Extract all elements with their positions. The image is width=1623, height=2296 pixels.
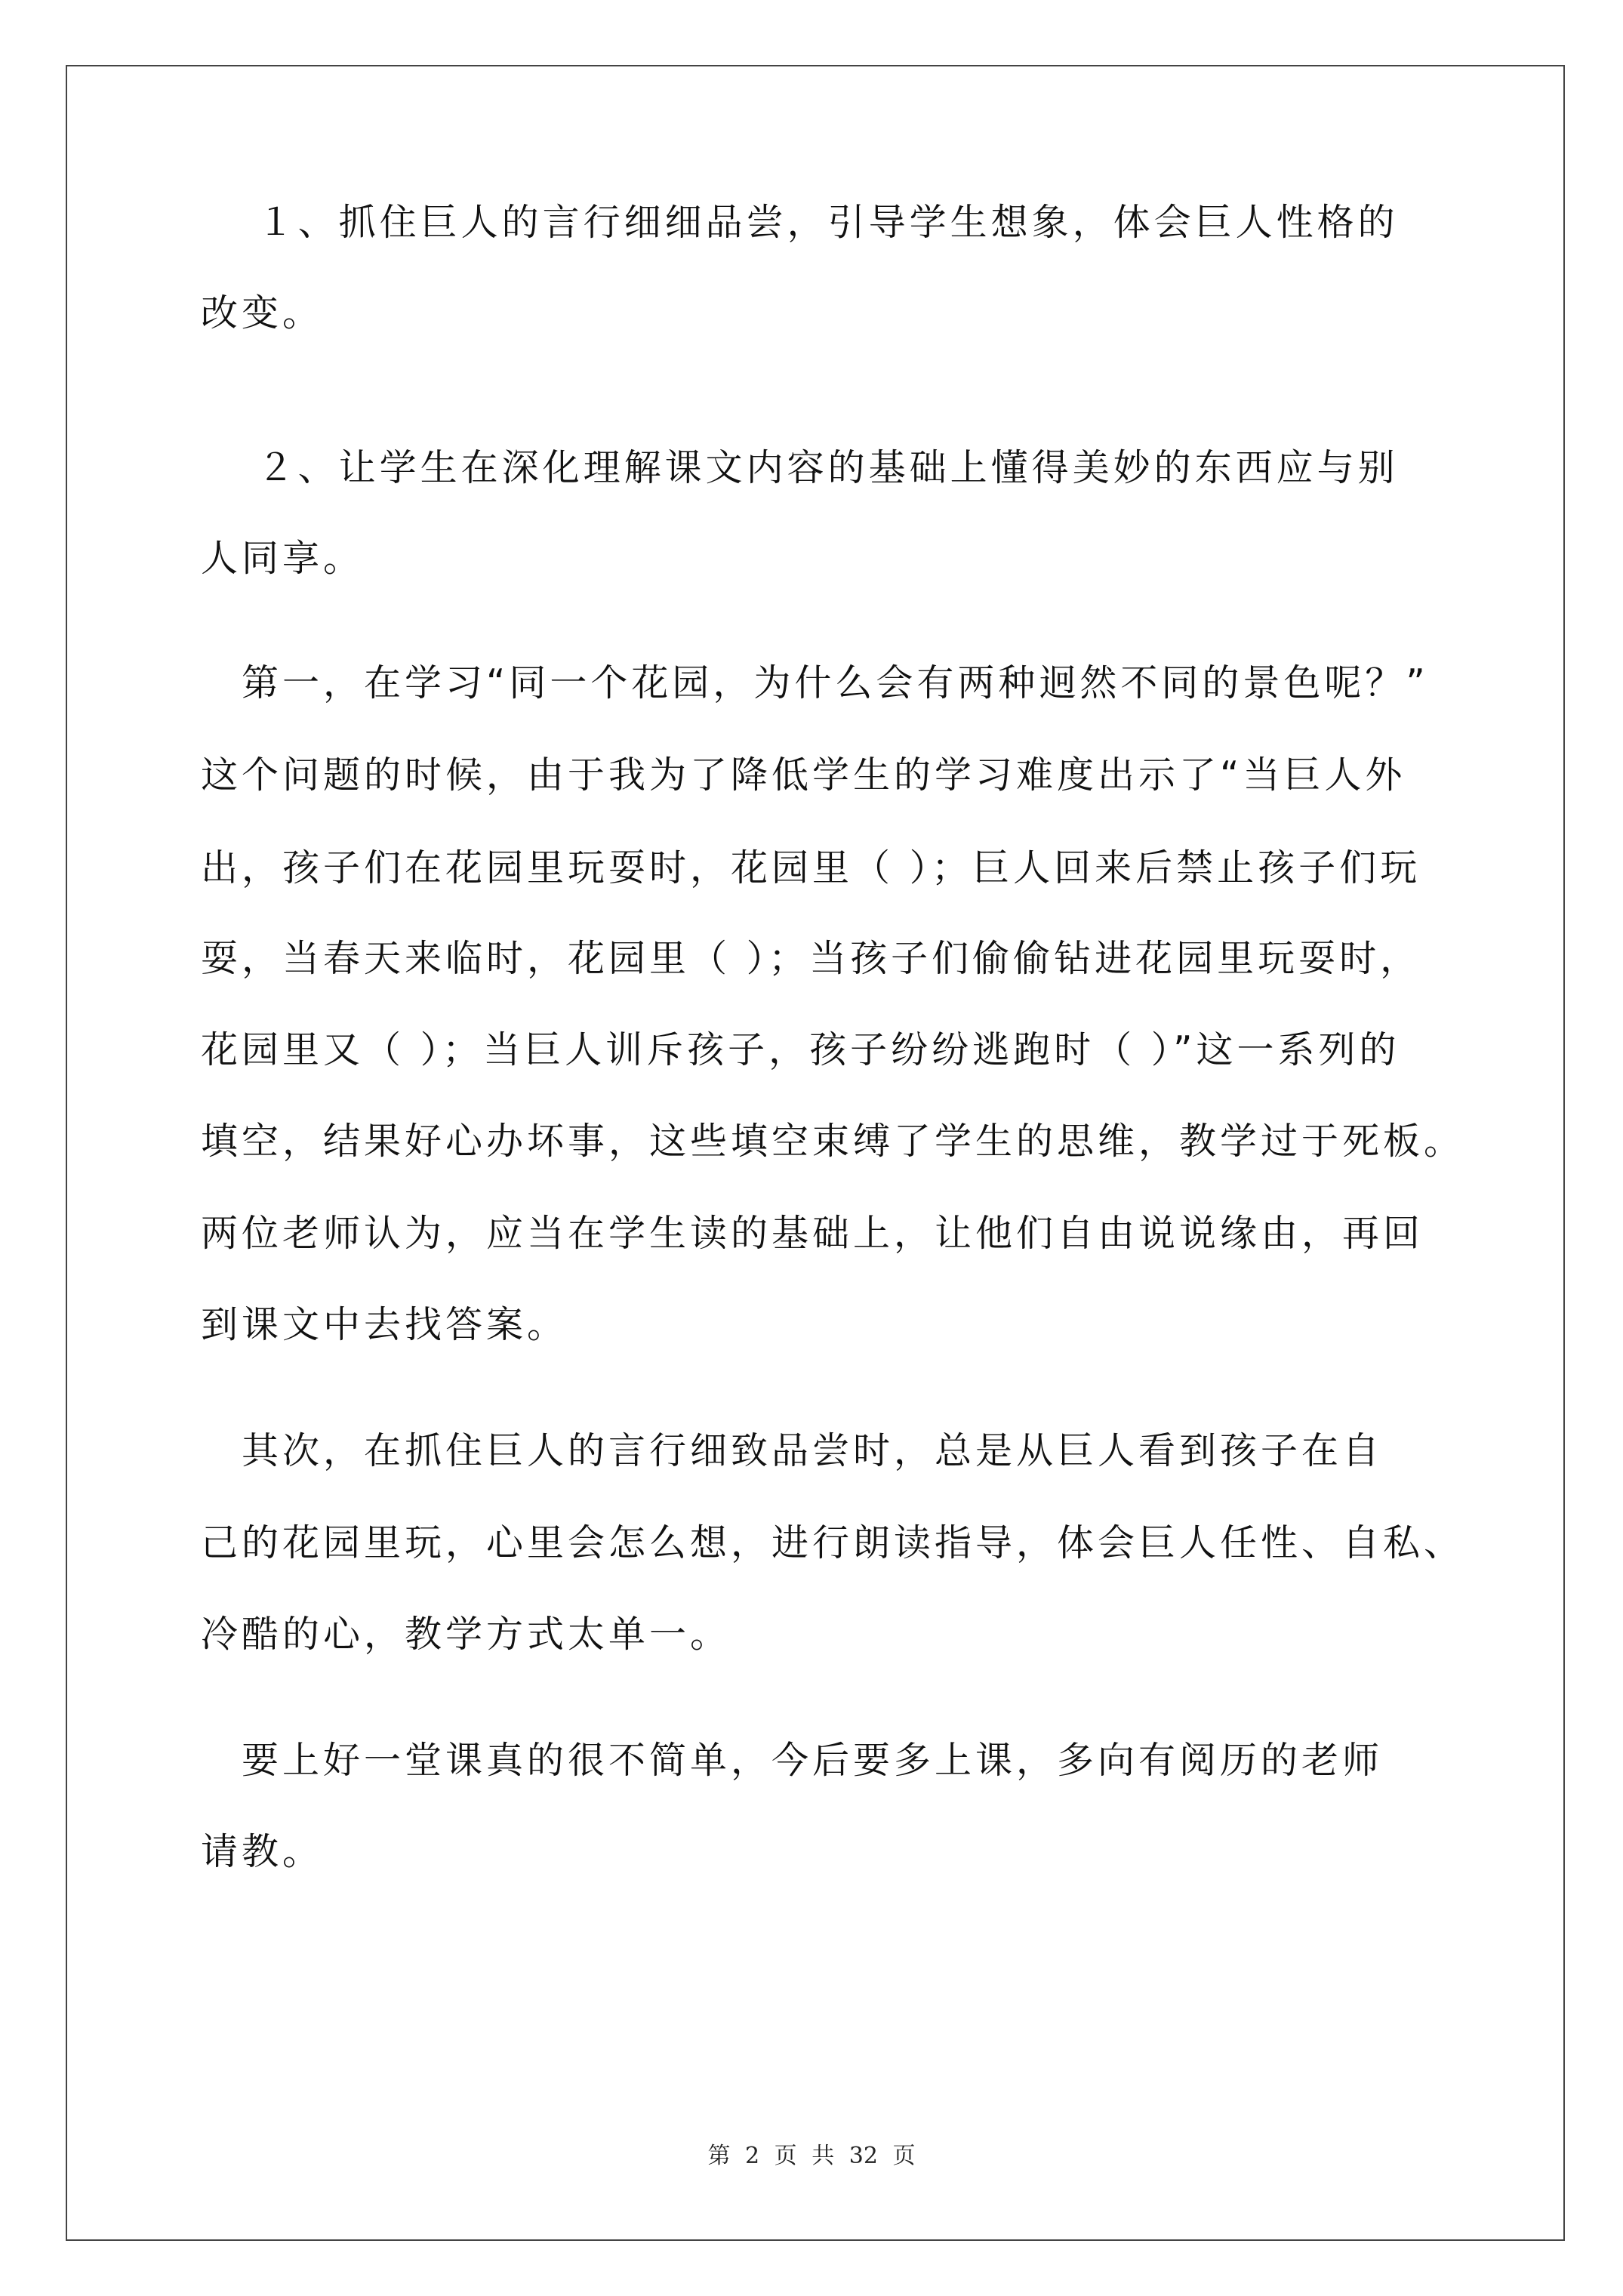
- text-line: 其次，在抓住巨人的言行细致品尝时，总是从巨人看到孩子在自: [201, 1429, 1384, 1472]
- page-number-footer: 第 2 页 共 32 页: [707, 2143, 916, 2169]
- text-line: 请教。: [201, 1830, 324, 1873]
- text-line: 花园里又（ ）；当巨人训斥孩子，孩子纷纷逃跑时（ ）”这一系列的: [201, 1028, 1400, 1071]
- text-line: １、抓住巨人的言行细细品尝，引导学生想象，体会巨人性格的: [201, 201, 1399, 244]
- text-line: 到课文中去找答案。: [201, 1303, 568, 1346]
- text-line: 耍，当春天来临时，花园里（ ）；当孩子们偷偷钻进花园里玩耍时，: [201, 937, 1421, 980]
- text-line: 人同享。: [201, 537, 365, 580]
- text-line: 己的花园里玩，心里会怎么想，进行朗读指导，体会巨人任性、自私、: [201, 1521, 1465, 1564]
- text-line: 改变。: [201, 291, 324, 334]
- text-line: 要上好一堂课真的很不简单，今后要多上课，多向有阅历的老师: [201, 1739, 1384, 1782]
- text-line: 出，孩子们在花园里玩耍时，花园里（ ）；巨人回来后禁止孩子们玩: [201, 846, 1421, 889]
- text-line: 冷酷的心，教学方式太单一。: [201, 1613, 731, 1656]
- text-line: 第一，在学习“同一个花园，为什么会有两种迥然不同的景色呢？”: [201, 661, 1429, 704]
- text-line: 这个问题的时候，由于我为了降低学生的学习难度出示了“当巨人外: [201, 754, 1406, 797]
- text-line: 填空，结果好心办坏事，这些填空束缚了学生的思维，教学过于死板。: [201, 1120, 1465, 1163]
- text-line: ２、让学生在深化理解课文内容的基础上懂得美妙的东西应与别: [201, 446, 1399, 489]
- text-line: 两位老师认为，应当在学生读的基础上，让他们自由说说缘由，再回: [201, 1212, 1424, 1255]
